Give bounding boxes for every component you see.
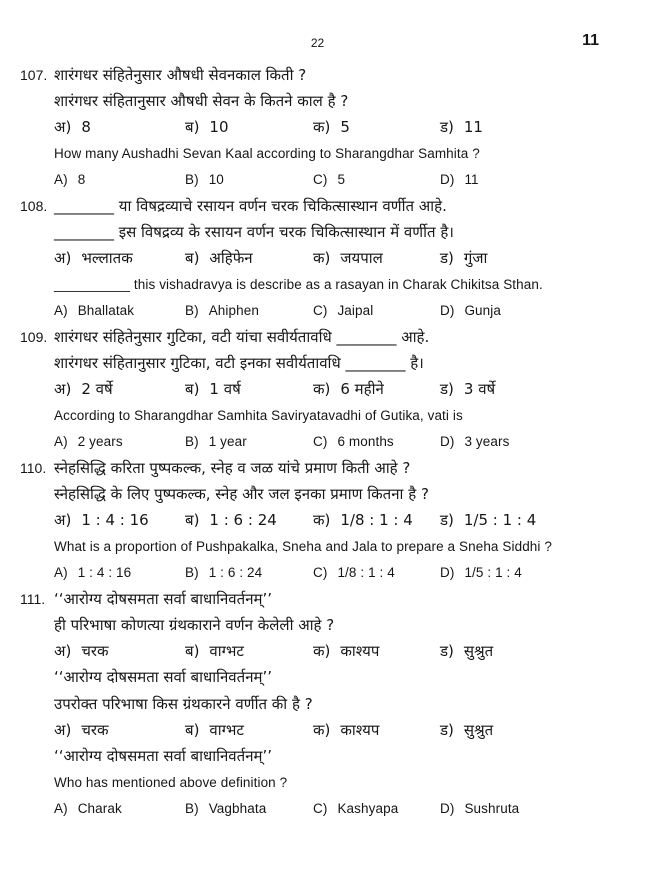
option-item (185, 303, 313, 318)
question-line-english (0, 769, 661, 795)
question-line-devanagari (0, 612, 661, 638)
option-value: 1/8 : 1 : 4 (337, 565, 395, 581)
option-label: C) (313, 434, 328, 450)
option-label: D) (440, 434, 455, 450)
option-item (54, 720, 185, 740)
option-label: क) (313, 511, 331, 530)
option-value: Sushruta (464, 800, 520, 816)
option-value: 1/5 : 1 : 4 (464, 565, 522, 581)
option-item (54, 303, 185, 318)
option-item (185, 379, 313, 399)
option-item (185, 565, 313, 580)
question-line-english (0, 272, 661, 298)
option-value: गुंजा (463, 249, 488, 268)
option-label: ड) (440, 511, 454, 530)
option-label: क) (313, 720, 331, 739)
line-text: ________ इस विषद्रव्य के रसायन वर्णन चरक चिकित्सास्थान में वर्णीत है। (54, 223, 454, 242)
option-value: काश्यप (340, 720, 380, 739)
option-label: अ) (54, 249, 72, 268)
option-item (440, 565, 661, 580)
question-line-devanagari (0, 62, 661, 88)
option-label: अ) (54, 511, 72, 530)
option-label: क) (313, 380, 331, 399)
option-value: 1/8 : 1 : 4 (340, 511, 413, 530)
option-label: ड) (440, 118, 454, 137)
line-text: What is a proportion of Pushpakalka, Sneha and Jala to prepare a Sneha Siddhi ? (54, 538, 552, 554)
option-item (185, 117, 313, 137)
question-line-devanagari (0, 743, 661, 769)
option-value: 10 (208, 172, 224, 188)
option-value: Ahiphen (208, 303, 259, 319)
option-label: ब) (185, 720, 200, 739)
option-value: 5 (337, 172, 346, 188)
option-value: 3 years (464, 434, 510, 450)
option-item (440, 117, 661, 137)
option-item (313, 303, 440, 318)
option-label: B) (185, 800, 199, 816)
question-line-devanagari (0, 88, 661, 114)
option-item (54, 565, 185, 580)
line-text: उपरोक्त परिभाषा किस ग्रंथकारने वर्णीत की है ? (54, 694, 313, 713)
question-line-devanagari (0, 481, 661, 507)
options-row-english (0, 298, 661, 324)
options-row-devanagari (0, 245, 661, 271)
option-value: चरक (81, 720, 109, 739)
option-value: वाग्भट (209, 642, 244, 661)
option-value: Vagbhata (208, 800, 267, 816)
line-text: How many Aushadhi Sevan Kaal according to Sharangdhar Samhita ? (54, 146, 480, 162)
question-line-devanagari (0, 219, 661, 245)
option-label: क) (313, 642, 331, 661)
question-line-english (0, 141, 661, 167)
option-value: 1/5 : 1 : 4 (463, 511, 537, 530)
question-block (0, 455, 661, 586)
option-value: सुश्रुत (463, 720, 494, 739)
option-value: 10 (209, 118, 229, 137)
option-label: C) (313, 303, 328, 319)
line-text: ही परिभाषा कोणत्या ग्रंथकाराने वर्णन केलेली आहे ? (54, 616, 335, 635)
option-value: सुश्रुत (463, 642, 494, 661)
question-line-devanagari (0, 691, 661, 717)
option-label: A) (54, 565, 68, 581)
option-value: 11 (464, 172, 479, 188)
page-number-center: 22 (310, 36, 325, 50)
question-number: 107. (20, 67, 48, 84)
option-label: A) (54, 172, 68, 188)
option-item (440, 379, 661, 399)
option-value: 1 वर्ष (209, 380, 241, 399)
question-number: 108. (20, 198, 48, 215)
option-item (440, 248, 661, 268)
option-item (185, 510, 313, 530)
option-item (313, 801, 440, 816)
option-label: C) (313, 800, 328, 816)
options-row-devanagari (0, 507, 661, 533)
option-value: Jaipal (337, 303, 374, 319)
question-line-english (0, 402, 661, 428)
option-label: अ) (54, 380, 72, 399)
question-list (0, 62, 661, 821)
option-item (54, 510, 185, 530)
option-item (185, 248, 313, 268)
option-label: B) (185, 565, 199, 581)
question-number: 110. (20, 459, 47, 476)
option-item (313, 510, 440, 530)
option-label: ड) (440, 642, 454, 661)
option-label: क) (313, 249, 331, 268)
option-label: A) (54, 434, 68, 450)
page-header (0, 0, 661, 62)
options-row-devanagari (0, 717, 661, 743)
option-item (313, 720, 440, 740)
option-value: काश्यप (340, 642, 380, 661)
option-item (313, 641, 440, 661)
option-value: Charak (77, 800, 122, 816)
question-block (0, 586, 661, 822)
option-item (185, 720, 313, 740)
option-label: क) (313, 118, 331, 137)
option-label: अ) (54, 720, 72, 739)
option-label: अ) (54, 642, 72, 661)
option-item (313, 379, 440, 399)
question-number: 111. (20, 590, 46, 607)
option-label: ब) (185, 249, 200, 268)
option-item (440, 434, 661, 449)
question-block (0, 62, 661, 193)
line-text: ‘‘आरोग्य दोषसमता सर्वा बाधानिवर्तनम्’’ (54, 746, 273, 765)
options-row-english (0, 167, 661, 193)
option-item (185, 434, 313, 449)
line-text: स्नेहसिद्धि के लिए पुष्पकल्क, स्नेह और जल इनका प्रमाण कितना है ? (54, 485, 429, 504)
line-text: शारंगधर संहितेनुसार गुटिका, वटी यांचा सवीर्यतावधि ________ आहे. (54, 327, 430, 346)
option-value: जयपाल (340, 249, 383, 268)
option-label: D) (440, 800, 455, 816)
question-line-devanagari (0, 324, 661, 350)
question-line-devanagari (0, 586, 661, 612)
option-item (54, 248, 185, 268)
line-text: शारंगधर संहितानुसार औषधी सेवन के कितने काल है ? (54, 92, 349, 111)
line-text: Who has mentioned above definition ? (54, 774, 288, 790)
option-label: B) (185, 172, 199, 188)
option-value: 1 : 6 : 24 (208, 565, 263, 581)
page-number-right: 11 (582, 32, 599, 49)
line-text: ________ या विषद्रव्याचे रसायन वर्णन चरक चिकित्सास्थान वर्णीत आहे. (54, 197, 447, 216)
option-value: भल्लातक (81, 249, 133, 268)
option-value: 1 : 4 : 16 (81, 511, 149, 530)
option-label: अ) (54, 118, 72, 137)
option-item (440, 172, 661, 187)
option-value: 6 months (337, 434, 394, 450)
option-value: Kashyapa (337, 800, 399, 816)
question-line-devanagari (0, 350, 661, 376)
option-item (440, 801, 661, 816)
option-value: Gunja (464, 303, 501, 319)
options-row-devanagari (0, 638, 661, 664)
line-text: शारंगधर संहितेनुसार औषधी सेवनकाल किती ? (54, 66, 307, 85)
option-value: 2 वर्षे (81, 380, 113, 399)
option-value: 8 (81, 118, 91, 137)
options-row-english (0, 795, 661, 821)
option-item (313, 117, 440, 137)
option-value: 1 : 4 : 16 (77, 565, 132, 581)
options-row-english (0, 429, 661, 455)
option-item (54, 379, 185, 399)
option-label: C) (313, 172, 328, 188)
option-label: ब) (185, 118, 200, 137)
option-label: ड) (440, 720, 454, 739)
option-label: ब) (185, 380, 200, 399)
line-text: According to Sharangdhar Samhita Saviryatavadhi of Gutika, vati is (54, 408, 463, 424)
option-label: B) (185, 303, 199, 319)
option-label: ब) (185, 511, 200, 530)
option-value: Bhallatak (77, 303, 135, 319)
option-item (185, 641, 313, 661)
option-value: 6 महीने (340, 380, 384, 399)
option-item (313, 248, 440, 268)
option-item (54, 172, 185, 187)
line-text: स्नेहसिद्धि करिता पुष्पकल्क, स्नेह व जळ यांचे प्रमाण किती आहे ? (54, 458, 411, 477)
option-item (440, 720, 661, 740)
line-text: ‘‘आरोग्य दोषसमता सर्वा बाधानिवर्तनम्’’ (54, 668, 273, 687)
option-value: वाग्भट (209, 720, 244, 739)
options-row-devanagari (0, 376, 661, 402)
line-text: ‘‘आरोग्य दोषसमता सर्वा बाधानिवर्तनम्’’ (54, 589, 273, 608)
option-label: C) (313, 565, 328, 581)
option-value: 2 years (77, 434, 123, 450)
option-label: ब) (185, 642, 200, 661)
option-label: ड) (440, 249, 454, 268)
option-label: D) (440, 303, 455, 319)
option-item (313, 172, 440, 187)
question-line-devanagari (0, 664, 661, 690)
line-text: __________ this vishadravya is describe as a rasayan in Charak Chikitsa Sthan. (54, 277, 543, 293)
option-value: 1 : 6 : 24 (209, 511, 277, 530)
option-label: D) (440, 172, 455, 188)
option-value: चरक (81, 642, 109, 661)
option-item (54, 801, 185, 816)
option-item (440, 510, 661, 530)
option-label: A) (54, 800, 68, 816)
option-item (185, 801, 313, 816)
option-item (313, 565, 440, 580)
option-label: B) (185, 434, 199, 450)
option-label: ड) (440, 380, 454, 399)
question-number: 109. (20, 328, 48, 345)
option-value: 3 वर्षे (463, 380, 496, 399)
question-line-devanagari (0, 193, 661, 219)
option-label: A) (54, 303, 68, 319)
option-value: अहिफेन (209, 249, 253, 268)
option-item (54, 117, 185, 137)
line-text: शारंगधर संहितानुसार गुटिका, वटी इनका सवीर्यतावधि ________ है। (54, 354, 424, 373)
options-row-english (0, 560, 661, 586)
options-row-devanagari (0, 114, 661, 140)
question-block (0, 193, 661, 324)
option-item (440, 641, 661, 661)
question-block (0, 324, 661, 455)
option-item (54, 434, 185, 449)
option-value: 1 year (208, 434, 247, 450)
option-item (54, 641, 185, 661)
option-value: 11 (463, 118, 483, 137)
option-item (313, 434, 440, 449)
option-item (185, 172, 313, 187)
option-item (440, 303, 661, 318)
option-value: 5 (340, 118, 350, 137)
option-label: D) (440, 565, 455, 581)
question-line-devanagari (0, 455, 661, 481)
question-line-english (0, 533, 661, 559)
option-value: 8 (77, 172, 86, 188)
